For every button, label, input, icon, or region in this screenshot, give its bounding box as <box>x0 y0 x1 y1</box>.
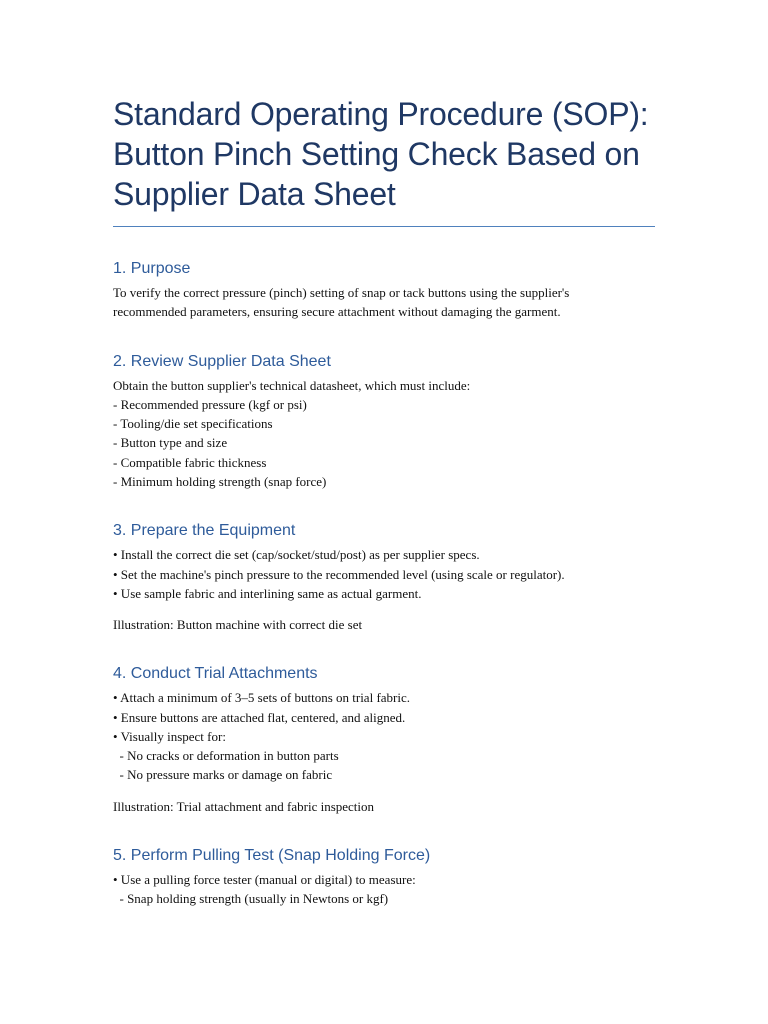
title-line: Standard Operating Procedure (SOP): <box>113 96 649 132</box>
document-title <box>113 94 658 214</box>
section-purpose <box>113 259 658 322</box>
section-review-supplier-data-sheet <box>113 352 658 492</box>
list-item: • Visually inspect for: <box>113 728 226 744</box>
section-heading: 1. Purpose <box>113 260 191 277</box>
list-item: • Set the machine's pinch pressure to the recommended level (using scale or regulator). <box>113 566 565 582</box>
section-heading: 3. Prepare the Equipment <box>113 522 296 540</box>
title-line: Supplier Data Sheet <box>113 176 396 212</box>
body-line: To verify the correct pressure (pinch) setting of snap or tack buttons using the supplier's <box>113 285 570 300</box>
section-body <box>113 545 658 603</box>
list-item: - Compatible fabric thickness <box>113 454 267 470</box>
section-heading: 4. Conduct Trial Attachments <box>113 665 318 683</box>
body-line: Obtain the button supplier's technical datasheet, which must include: <box>113 377 471 393</box>
section-pulling-test <box>113 846 658 909</box>
section-prepare-equipment <box>113 521 658 634</box>
list-item: • Ensure buttons are attached flat, centered, and aligned. <box>113 709 406 725</box>
list-item: • Use a pulling force tester (manual or digital) to measure: <box>113 871 416 887</box>
section-trial-attachments <box>113 664 658 815</box>
sub-list-item: - No pressure marks or damage on fabric <box>113 767 333 783</box>
list-item: - Minimum holding strength (snap force) <box>113 474 327 490</box>
title-line: Button Pinch Setting Check Based on <box>113 136 640 172</box>
section-heading: 2. Review Supplier Data Sheet <box>113 352 331 370</box>
title-divider <box>113 226 655 227</box>
list-item: • Use sample fabric and interlining same as actual garment. <box>113 585 422 601</box>
sub-list-item: - No cracks or deformation in button parts <box>113 748 339 764</box>
sub-list-item: - Snap holding strength (usually in Newtons or kgf) <box>113 891 389 907</box>
sop-document <box>113 94 658 908</box>
section-body <box>113 283 658 322</box>
section-body <box>113 688 658 784</box>
body-line: recommended parameters, ensuring secure attachment without damaging the garment. <box>113 304 561 320</box>
section-body <box>113 376 658 492</box>
list-item: • Install the correct die set (cap/socket/stud/post) as per supplier specs. <box>113 547 480 563</box>
list-item: - Button type and size <box>113 435 228 451</box>
list-item: - Tooling/die set specifications <box>113 416 273 432</box>
illustration-caption: Illustration: Button machine with correct die set <box>113 617 363 633</box>
list-item: - Recommended pressure (kgf or psi) <box>113 396 307 412</box>
list-item: • Attach a minimum of 3–5 sets of buttons on trial fabric. <box>113 690 411 706</box>
section-body <box>113 870 658 909</box>
illustration-caption: Illustration: Trial attachment and fabric inspection <box>113 798 375 814</box>
section-heading: 5. Perform Pulling Test (Snap Holding Force) <box>113 846 431 864</box>
